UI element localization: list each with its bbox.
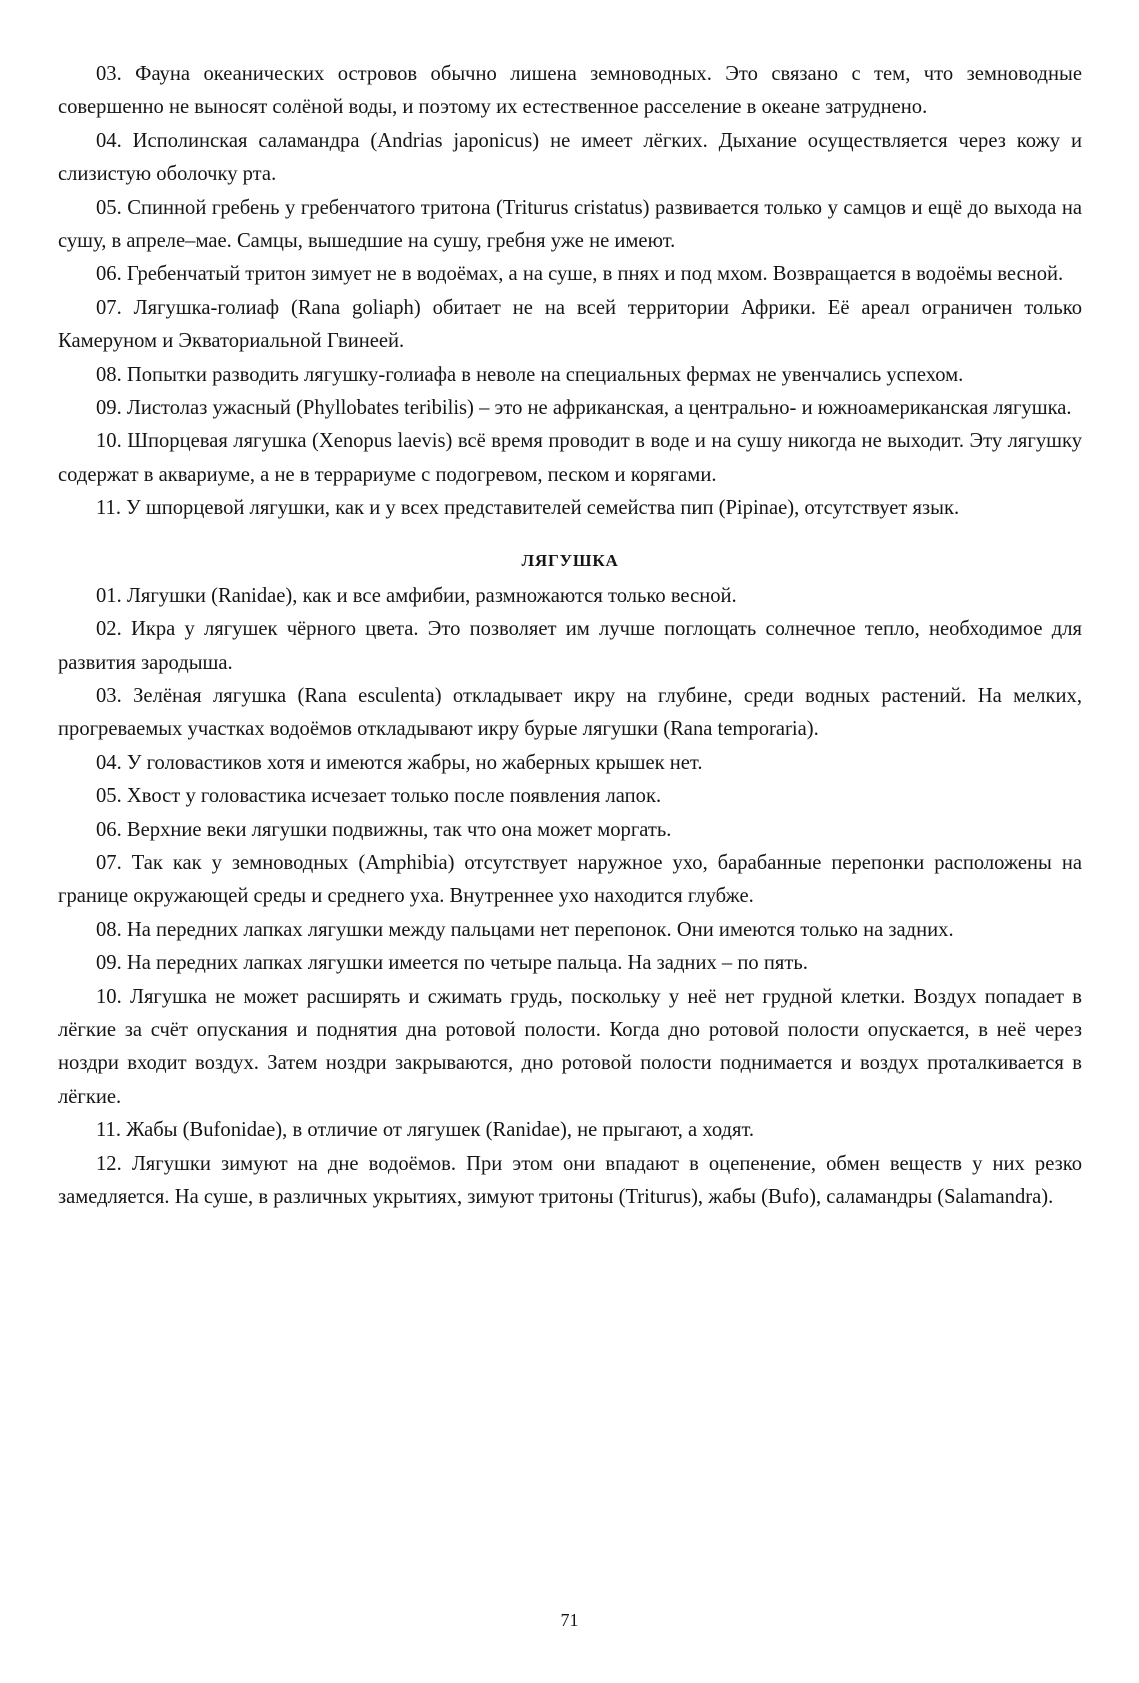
frog-paragraph-03: 03. Зелёная лягушка (Rana esculenta) откладывает икру на глубине, среди водных растений. На мелких, прогреваемых участках водоёмов откладывают икру бурые лягушки (Rana temporaria). <box>58 684 1082 741</box>
frog-paragraph-05: 05. Хвост у головастика исчезает только после появления лапок. <box>96 785 662 808</box>
frog-paragraph-08: 08. На передних лапках лягушки между пальцами нет перепонок. Они имеются только на задних. <box>96 918 954 941</box>
paragraph-04: 04. Исполинская саламандра (Andrias japonicus) не имеет лёгких. Дыхание осуществляется через кожу и слизистую оболочку рта. <box>58 129 1082 186</box>
frog-paragraph-06: 06. Верхние веки лягушки подвижны, так что она может моргать. <box>96 818 672 841</box>
frog-paragraph-12: 12. Лягушки зимуют на дне водоёмов. При этом они впадают в оцепенение, обмен веществ у них резко замедляется. На суше, в различных укрытиях, зимуют тритоны (Triturus), жабы (Bufo), саламандры (Salamandra). <box>58 1152 1082 1208</box>
frog-paragraph-07: 07. Так как у земноводных (Amphibia) отсутствует наружное ухо, барабанные перепонки расположены на границе окружающей среды и среднего уха. Внутреннее ухо находится глубже. <box>58 851 1082 908</box>
section-frog <box>58 544 1082 1215</box>
paragraph-06: 06. Гребенчатый тритон зимует не в водоёмах, а на суше, в пнях и под мхом. Возвращается в водоёмы весной. <box>96 263 1064 286</box>
frog-paragraph-04: 04. У головастиков хотя и имеются жабры, но жаберных крышек нет. <box>96 751 703 774</box>
frog-paragraph-01: 01. Лягушки (Ranidae), как и все амфибии, размножаются только весной. <box>96 584 737 607</box>
frog-paragraph-11: 11. Жабы (Bufonidae), в отличие от лягушек (Ranidae), не прыгают, а ходят. <box>96 1119 755 1142</box>
paragraph-10: 10. Шпорцевая лягушка (Xenopus laevis) всё время проводит в воде и на сушу никогда не выходит. Эту лягушку содержат в аквариуме, а не в террариуме с подогревом, песком и корягами. <box>58 430 1082 486</box>
page-body <box>58 58 1082 1214</box>
frog-paragraph-10: 10. Лягушка не может расширять и сжимать грудь, поскольку у неё нет грудной клетки. Воздух попадает в лёгкие за счёт опускания и поднятия дна ротовой полости. Когда дно ротовой полости опускается, в неё через ноздри входит воздух. Затем ноздри закрываются, дно ротовой полости поднимается и воздух проталкивается в лёгкие. <box>58 985 1082 1108</box>
paragraph-11: 11. У шпорцевой лягушки, как и у всех представителей семейства пип (Pipinae), отсутствует язык. <box>96 497 960 520</box>
paragraph-05: 05. Спинной гребень у гребенчатого тритона (Triturus cristatus) развивается только у самцов и ещё до выхода на сушу, в апреле–мае. Самцы, вышедшие на сушу, гребня уже не имеют. <box>58 196 1082 253</box>
section-heading: ЛЯГУШКА <box>521 550 619 570</box>
paragraph-08: 08. Попытки разводить лягушку-голиафа в неволе на специальных фермах не увенчались успехом. <box>96 363 964 386</box>
paragraph-09: 09. Листолаз ужасный (Phyllobates teribilis) – это не африканская, а центрально- и южноамериканская лягушка. <box>96 397 1072 420</box>
frog-paragraph-09: 09. На передних лапках лягушки имеется по четыре пальца. На задних – по пять. <box>96 952 808 975</box>
frog-paragraph-02: 02. Икра у лягушек чёрного цвета. Это позволяет им лучше поглощать солнечное тепло, необходимое для развития зародыша. <box>58 618 1082 674</box>
paragraph-07: 07. Лягушка-голиаф (Rana goliaph) обитает не на всей территории Африки. Её ареал ограничен только Камеруном и Экваториальной Гвинеей. <box>58 296 1082 353</box>
paragraph-03: 03. Фауна океанических островов обычно лишена земноводных. Это связано с тем, что земноводные совершенно не выносят солёной воды, и поэтому их естественное расселение в океане затруднено. <box>58 63 1082 119</box>
section-amphibians-facts <box>58 58 1082 526</box>
page-number: 71 <box>560 1610 579 1630</box>
